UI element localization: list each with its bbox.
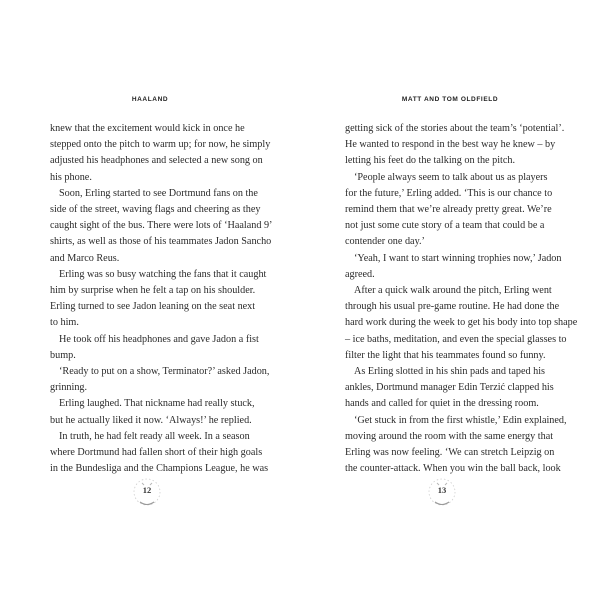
text-line: knew that the excitement would kick in once he bbox=[50, 123, 245, 134]
text-line: ankles, Dortmund manager Edin Terzić clapped his bbox=[345, 382, 554, 394]
text-line: side of the street, waving flags and cheering as they bbox=[50, 204, 261, 216]
text-line: filter the light that his teammates found so funny. bbox=[345, 349, 546, 361]
text-line: where Dortmund had fallen short of their high goals bbox=[50, 447, 263, 459]
text-line: the counter-attack. When you win the ball back, look bbox=[345, 463, 561, 475]
text-line: In truth, he had felt ready all week. In a season bbox=[59, 430, 250, 442]
page-number: 12 bbox=[142, 485, 152, 495]
text-line: and Marco Reus. bbox=[50, 252, 120, 264]
running-head: MATT AND TOM OLDFIELD bbox=[401, 96, 499, 103]
text-line: to him. bbox=[50, 317, 79, 329]
text-line: ‘Ready to put on a show, Terminator?’ asked Jadon, bbox=[59, 366, 270, 378]
right-page bbox=[300, 0, 600, 600]
page-number-badge bbox=[426, 476, 458, 508]
text-line: Erling laughed. That nickname had really stuck, bbox=[59, 398, 255, 410]
text-line: for the future,’ Erling added. ‘This is our chance to bbox=[345, 187, 553, 199]
text-line: agreed. bbox=[345, 268, 375, 280]
text-line: adjusted his headphones and selected a new song on bbox=[50, 155, 263, 167]
text-line: bump. bbox=[50, 349, 76, 361]
text-line: stepped onto the pitch to warm up; for now, he simply bbox=[50, 139, 271, 151]
text-line: ‘Yeah, I want to start winning trophies now,’ Jadon bbox=[354, 252, 562, 264]
text-line: through his usual pre-game routine. He had done the bbox=[345, 301, 560, 313]
text-line: not just some cute story of a team that could be a bbox=[345, 220, 545, 232]
text-line: Erling was now feeling. ‘We can stretch Leipzig on bbox=[345, 447, 555, 459]
running-head: HAALAND bbox=[131, 96, 169, 103]
text-line: remind them that we’re already pretty great. We’re bbox=[345, 204, 552, 216]
text-line: moving around the room with the same energy that bbox=[345, 430, 554, 442]
text-line: ‘People always seem to talk about us as players bbox=[354, 171, 548, 183]
page-number: 13 bbox=[437, 485, 447, 495]
text-line: grinning. bbox=[50, 382, 88, 394]
text-line: After a quick walk around the pitch, Erling went bbox=[354, 285, 552, 297]
text-line: – ice baths, meditation, and even the special glasses to bbox=[345, 333, 567, 345]
text-line: in the Bundesliga and the Champions League, he was bbox=[50, 463, 269, 475]
text-line: letting his feet do the talking on the pitch. bbox=[345, 155, 516, 167]
body-text bbox=[50, 121, 273, 477]
text-line: contender one day.’ bbox=[345, 236, 425, 248]
text-line: but he actually liked it now. ‘Always!’ he replied. bbox=[50, 414, 252, 426]
text-line: shirts, as well as those of his teammates Jadon Sancho bbox=[50, 236, 272, 248]
text-line: him by surprise when he felt a tap on his shoulder. bbox=[50, 285, 256, 297]
text-line: He took off his headphones and gave Jadon a fist bbox=[59, 333, 259, 345]
text-line: Soon, Erling started to see Dortmund fans on the bbox=[59, 187, 258, 199]
text-line: hands and called for quiet in the dressing room. bbox=[345, 398, 539, 410]
text-line: getting sick of the stories about the team’s ‘potential’. bbox=[345, 123, 565, 134]
text-line: Erling was so busy watching the fans that it caught bbox=[59, 268, 267, 280]
text-line: He wanted to respond in the best way he knew – by bbox=[345, 139, 556, 151]
text-line: ‘Get stuck in from the first whistle,’ Edin explained, bbox=[354, 414, 567, 426]
body-text bbox=[345, 121, 578, 477]
text-line: Erling turned to see Jadon leaning on the seat next bbox=[50, 301, 256, 313]
text-line: As Erling slotted in his shin pads and taped his bbox=[354, 366, 546, 378]
text-line: hard work during the week to get his body into top shape bbox=[345, 317, 578, 329]
text-line: his phone. bbox=[50, 171, 92, 183]
text-line: caught sight of the bus. There were lots of ‘Haaland 9’ bbox=[50, 220, 273, 232]
page-number-badge bbox=[131, 476, 163, 508]
